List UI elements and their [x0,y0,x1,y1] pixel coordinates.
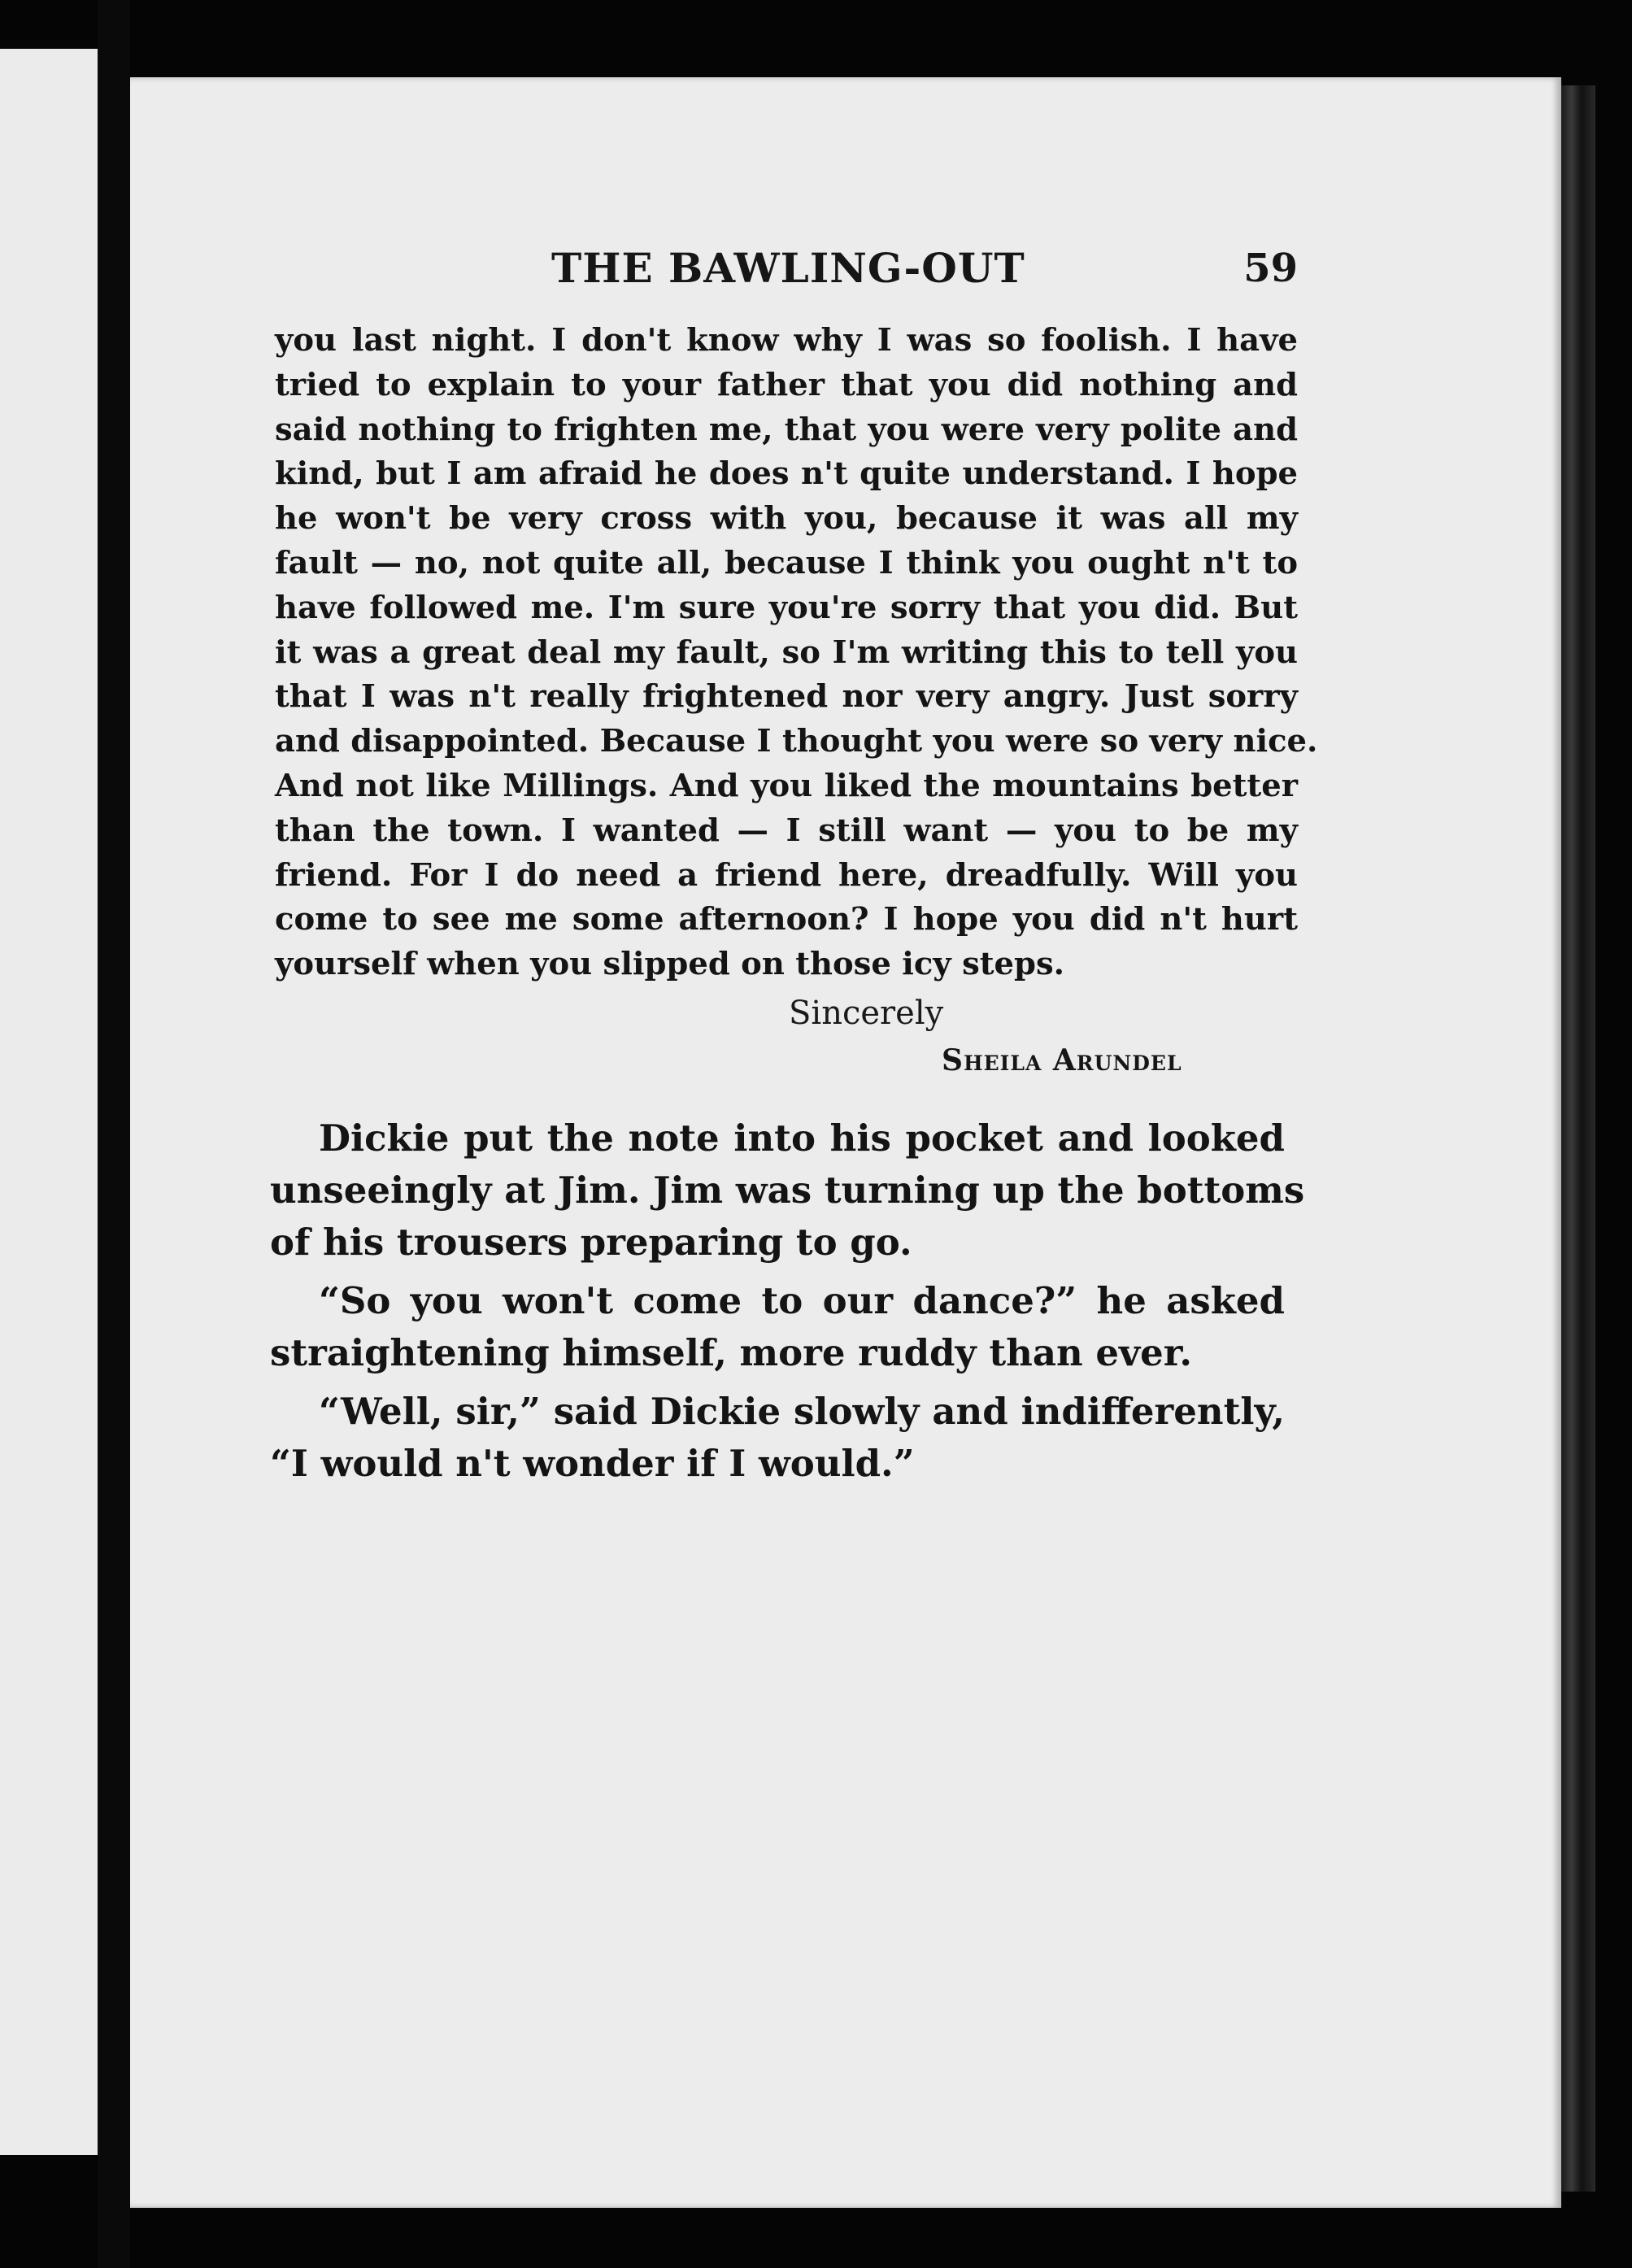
text-line: Dickie put the note into his pocket and looked [319,1117,1285,1160]
letter-body [275,319,1318,987]
letter-line: come to see me some afternoon? I hope you did n't hurt [275,901,1298,938]
page-number: 59 [1243,246,1298,291]
running-head: THE BAWLING-OUT [551,244,1025,292]
letter-signature: Sheila Arundel [942,1043,1182,1077]
text-line: unseeingly at Jim. Jim was turning up the bottoms [270,1169,1305,1212]
paragraph [270,1275,1285,1379]
letter-line: said nothing to frighten me, that you were very polite and [275,411,1298,448]
text-line: of his trousers preparing to go. [270,1221,912,1264]
letter-line: tried to explain to your father that you did nothing and [275,366,1298,403]
letter-line: yourself when you slipped on those icy steps. [275,946,1065,983]
letter-line: it was a great deal my fault, so I'm writing this to tell you [275,633,1298,671]
page-header [275,244,1298,309]
book-gutter [98,0,130,2268]
letter-line: that I was n't really frightened nor very angry. Just sorry [275,678,1298,716]
letter-line: have followed me. I'm sure you're sorry that you did. But [275,589,1298,626]
facing-page-edge [0,49,98,2155]
letter-line: you last night. I don't know why I was so foolish. I have [275,322,1298,359]
text-line: “Well, sir,” said Dickie slowly and indifferently, [319,1390,1285,1433]
letter-line: than the town. I wanted — I still want — you to be my [275,812,1298,849]
letter-line: fault — no, not quite all, because I think you ought n't to [275,544,1298,581]
paragraph [270,1112,1305,1269]
letter-line: he won't be very cross with you, because it was all my [275,500,1298,538]
text-line: straightening himself, more ruddy than ever. [270,1331,1193,1374]
text-line: “I would n't wonder if I would.” [270,1442,915,1485]
page-fore-edge [1561,85,1595,2192]
letter-line: friend. For I do need a friend here, dreadfully. Will you [275,856,1298,894]
letter-line: And not like Millings. And you liked the mountains better [275,767,1298,804]
narrative-text [270,1112,1305,1490]
letter-signoff: Sincerely [789,995,944,1032]
letter-line: kind, but I am afraid he does n't quite understand. I hope [275,455,1298,493]
paragraph [270,1386,1285,1490]
letter-line: and disappointed. Because I thought you were so very nice. [275,723,1318,760]
text-line: “So you won't come to our dance?” he asked [319,1279,1285,1322]
